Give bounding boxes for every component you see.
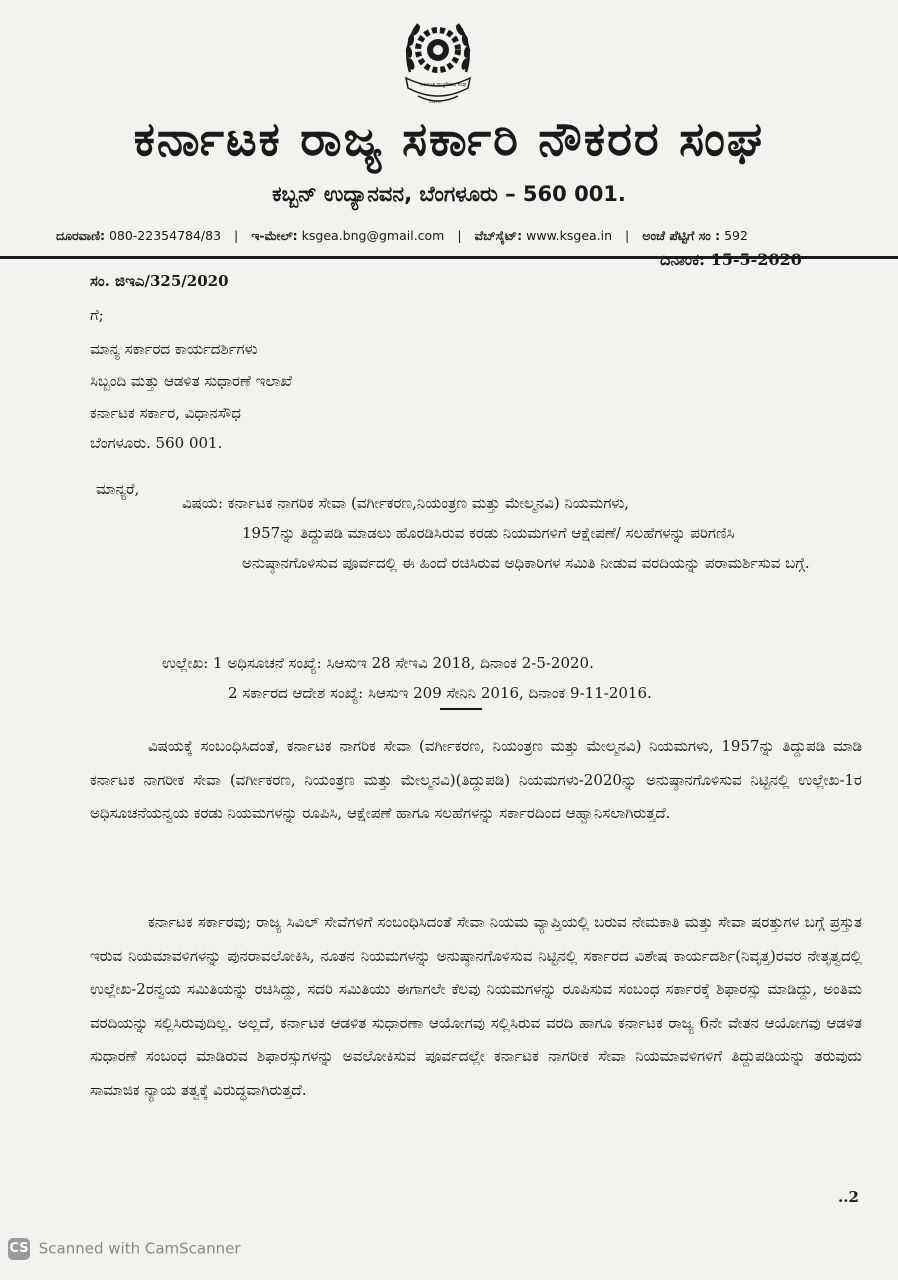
- organization-title: ಕರ್ನಾಟಕ ರಾಜ್ಯ ಸರ್ಕಾರಿ ನೌಕರರ ಸಂಘ: [133, 112, 765, 167]
- to-label: ಗೆ;: [90, 306, 104, 324]
- section-divider: [440, 708, 482, 710]
- website-label: ವೆಬ್‌ಸೈಟ್:: [474, 228, 523, 243]
- camscanner-logo-icon: CS: [8, 1238, 30, 1260]
- letter-date: ದಿನಾಂಕ: 15-5-2020: [660, 250, 802, 269]
- reference-2: 2 ಸರ್ಕಾರದ ಆದೇಶ ಸಂಖ್ಯೆ: ಸಿಆಸುಇ 209 ಸೇನಿನಿ 2016, ದಿನಾಂಕ 9-11-2016.: [228, 684, 652, 702]
- email-label: ಇ-ಮೇಲ್:: [251, 228, 298, 243]
- recipient-line: ಮಾನ್ಯ ಸರ್ಕಾರದ ಕಾರ್ಯದರ್ಶಿಗಳು: [90, 340, 258, 358]
- scanner-watermark: [8, 1238, 241, 1260]
- association-emblem-icon: [398, 12, 478, 112]
- subject-first-line: ಕರ್ನಾಟಕ ನಾಗರಿಕ ಸೇವಾ (ವರ್ಗೀಕರಣ,ನಿಯಂತ್ರಣ ಮತ್ತು ಮೇಲ್ಮನವಿ) ನಿಯಮಗಳು,: [227, 494, 629, 512]
- emblem-text-right: ನೌಕರರ ಸಂಘ: [444, 82, 467, 88]
- reference-number: ಸಂ. ಜಿಇಎ/325/2020: [90, 272, 229, 290]
- phone-number: 080-22354784/83: [108, 228, 222, 243]
- contact-line: ದೂರವಾಣಿ: 080-22354784/83 | ಇ-ಮೇಲ್: ksgea.bng@gmail.com | ವೆಬ್‌ಸೈಟ್: www.ksgea.in | ಅಂಚೆ ಪೆಟ್ಟಿಗೆ ಸಂ : 592: [56, 228, 748, 243]
- subject-block: [182, 488, 812, 578]
- recipient-line: ಬೆಂಗಳೂರು. 560 001.: [90, 434, 223, 452]
- website-url: www.ksgea.in: [526, 228, 613, 243]
- emblem-text-left: ಕರ್ನಾಟಕ ರಾಜ್ಯ: [420, 82, 445, 88]
- salutation: ಮಾನ್ಯರೆ,: [96, 480, 140, 498]
- body-paragraph-1: ವಿಷಯಕ್ಕೆ ಸಂಬಂಧಿಸಿದಂತೆ, ಕರ್ನಾಟಕ ನಾಗರಿಕ ಸೇವಾ (ವರ್ಗೀಕರಣ, ನಿಯಂತ್ರಣ ಮತ್ತು ಮೇಲ್ಮನವಿ) ನಿಯಮಗಳು, 1957ನ್ನು ತಿದ್ದುಪಡಿ ಮಾಡಿ ಕರ್ನಾಟಕ ನಾಗರೀಕ ಸೇವಾ (ವರ್ಗೀಕರಣ, ನಿಯಂತ್ರಣ ಮತ್ತು ಮೇಲ್ಮನವಿ)(ತಿದ್ದುಪಡಿ) ನಿಯಮಗಳು-2020ನ್ನು ಅನುಷ್ಠಾನಗೊಳಿಸುವ ನಿಟ್ಟಿನಲ್ಲಿ ಉಲ್ಲೇಖ-1ರ ಅಧಿಸೂಚನೆಯನ್ವಯ ಕರಡು ನಿಯಮಗಳನ್ನು ರೂಪಿಸಿ, ಆಕ್ಷೇಪಣೆ ಹಾಗೂ ಸಲಹೆಗಳನ್ನು ಸರ್ಕಾರದಿಂದ ಆಹ್ವಾನಿಸಲಾಗಿರುತ್ತದೆ.: [90, 737, 862, 822]
- emblem-text-bottom: ಸರ್ಕಾರಿ: [429, 99, 441, 105]
- page-continuation: ..2: [838, 1188, 859, 1206]
- organization-address: ಕಬ್ಬನ್ ಉದ್ಯಾನವನ, ಬೆಂಗಳೂರು – 560 001.: [272, 182, 626, 206]
- recipient-line: ಸಿಬ್ಬಂದಿ ಮತ್ತು ಆಡಳಿತ ಸುಧಾರಣೆ ಇಲಾಖೆ: [90, 372, 292, 390]
- postbox-label: ಅಂಚೆ ಪೆಟ್ಟಿಗೆ ಸಂ :: [642, 228, 721, 243]
- email-address: ksgea.bng@gmail.com: [301, 228, 445, 243]
- reference-1: ಉಲ್ಲೇಖ: 1 ಅಧಿಸೂಚನೆ ಸಂಖ್ಯೆ: ಸಿಆಸುಇ 28 ಸೇಇವಿ 2018, ದಿನಾಂಕ 2-5-2020.: [162, 654, 594, 672]
- postbox-number: 592: [724, 228, 748, 243]
- recipient-line: ಕರ್ನಾಟಕ ಸರ್ಕಾರ, ವಿಧಾನಸೌಧ: [90, 404, 241, 422]
- scanner-text: Scanned with CamScanner: [38, 1239, 241, 1258]
- subject-label: ವಿಷಯ:: [182, 494, 223, 512]
- phone-label: ದೂರವಾಣಿ:: [56, 228, 105, 243]
- body-paragraph-2: ಕರ್ನಾಟಕ ಸರ್ಕಾರವು; ರಾಜ್ಯ ಸಿವಿಲ್ ಸೇವೆಗಳಿಗೆ ಸಂಬಂಧಿಸಿದಂತೆ ಸೇವಾ ನಿಯಮ ವ್ಯಾಪ್ತಿಯಲ್ಲಿ ಬರುವ ನೇಮಕಾತಿ ಮತ್ತು ಸೇವಾ ಷರತ್ತುಗಳ ಬಗ್ಗೆ ಪ್ರಸ್ತುತ ಇರುವ ನಿಯಮಾವಳಿಗಳನ್ನು ಪುನರಾವಲೋಕಿಸಿ, ನೂತನ ನಿಯಮಗಳನ್ನು ಅನುಷ್ಠಾನಗೊಳಿಸುವ ನಿಟ್ಟಿನಲ್ಲಿ ಸರ್ಕಾರದ ವಿಶೇಷ ಕಾರ್ಯದರ್ಶಿ(ನಿವೃತ್ತ)ರವರ ನೇತೃತ್ವದಲ್ಲಿ ಉಲ್ಲೇಖ-2ರನ್ವಯ ಸಮಿತಿಯನ್ನು ರಚಿಸಿದ್ದು, ಸದರಿ ಸಮಿತಿಯು ಈಗಾಗಲೇ ಕೆಲವು ನಿಯಮಗಳನ್ನು ರೂಪಿಸುವ ಸಂಬಂಧ ಸರ್ಕಾರಕ್ಕೆ ಶಿಫಾರಸ್ಸು ಮಾಡಿದ್ದು, ಅಂತಿಮ ವರದಿಯನ್ನು ಸಲ್ಲಿಸಿರುವುದಿಲ್ಲ. ಅಲ್ಲದೆ, ಕರ್ನಾಟಕ ಆಡಳಿತ ಸುಧಾರಣಾ ಆಯೋಗವು ಸಲ್ಲಿಸಿರುವ ವರದಿ ಹಾಗೂ ಕರ್ನಾಟಕ ರಾಜ್ಯ 6ನೇ ವೇತನ ಆಯೋಗವು ಆಡಳಿತ ಸುಧಾರಣೆ ಸಂಬಂಧ ಮಾಡಿರುವ ಶಿಫಾರಸ್ಸುಗಳನ್ನು ಅವಲೋಕಿಸುವ ಪೂರ್ವದಲ್ಲೇ ಕರ್ನಾಟಕ ನಾಗರೀಕ ಸೇವಾ ನಿಯಮಾವಳಿಗಳಿಗೆ ತಿದ್ದುಪಡಿಯನ್ನು ತರುವುದು ಸಾಮಾಜಿಕ ನ್ಯಾಯ ತತ್ವಕ್ಕೆ ವಿರುದ್ಧವಾಗಿರುತ್ತದೆ.: [90, 913, 862, 1099]
- subject-continuation: 1957ನ್ನು ತಿದ್ದುಪಡಿ ಮಾಡಲು ಹೊರಡಿಸಿರುವ ಕರಡು ನಿಯಮಗಳಿಗೆ ಆಕ್ಷೇಪಣೆ/ ಸಲಹೆಗಳನ್ನು ಪರಿಗಣಿಸಿ ಅನುಷ್ಠಾನಗೊಳಿಸುವ ಪೂರ್ವದಲ್ಲಿ ಈ ಹಿಂದೆ ರಚಿಸಿರುವ ಅಧಿಕಾರಿಗಳ ಸಮಿತಿ ನೀಡುವ ವರದಿಯನ್ನು ಪರಾಮರ್ಶಿಸುವ ಬಗ್ಗೆ.: [242, 524, 810, 572]
